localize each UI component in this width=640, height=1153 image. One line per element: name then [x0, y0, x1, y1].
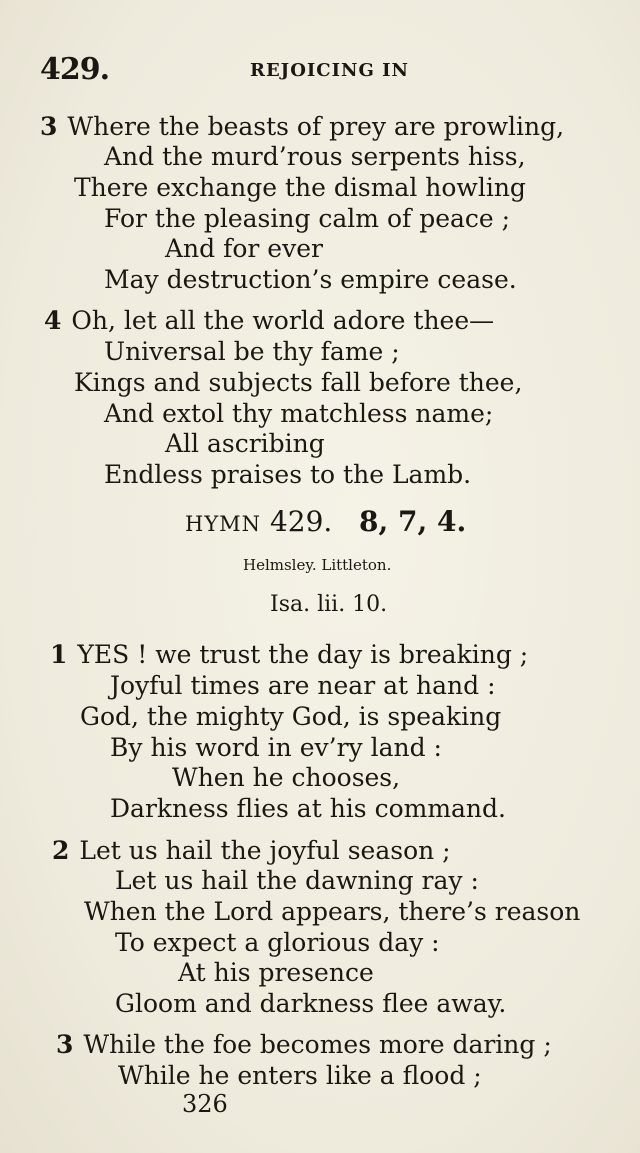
verse-line: Joyful times are near at hand : [110, 671, 496, 700]
verse-line: For the pleasing calm of peace ; [104, 204, 511, 233]
verse-line: When he chooses, [172, 763, 401, 792]
verse-number: 3 [40, 112, 58, 141]
verse-line: God, the mighty God, is speaking [80, 702, 502, 731]
verse-line: 3 While the foe becomes more daring ; [56, 1030, 552, 1059]
hymn-title [185, 505, 466, 538]
hymn-number: 429. [269, 505, 333, 538]
verse-line: At his presence [178, 958, 374, 987]
verse-number: 4 [44, 306, 62, 335]
verse-number: 1 [50, 640, 68, 669]
verse-line: When the Lord appears, there’s reason [84, 897, 581, 926]
page-header [40, 52, 600, 92]
verse-line: While he enters like a flood ; [118, 1061, 482, 1090]
verse-line: To expect a glorious day : [115, 928, 440, 957]
verse-line: 2 Let us hail the joyful season ; [52, 836, 451, 865]
verse-line: By his word in ev’ry land : [110, 733, 442, 762]
verse-line: 1 YES ! we trust the day is breaking ; [50, 640, 529, 669]
verse-line: Kings and subjects fall before thee, [74, 368, 523, 397]
verse-line: And the murd’rous serpents hiss, [104, 142, 526, 171]
verse-number: 3 [56, 1030, 74, 1059]
verse-line: Let us hail the dawning ray : [115, 866, 479, 895]
verse-line: Endless praises to the Lamb. [104, 460, 472, 489]
verse-line: 4 Oh, let all the world adore thee— [44, 306, 495, 335]
running-head: REJOICING IN [250, 60, 410, 81]
verse-line: Gloom and darkness flee away. [115, 989, 507, 1018]
verse-line: And extol thy matchless name; [104, 399, 494, 428]
verse-line: There exchange the dismal howling [74, 173, 526, 202]
verse-number: 2 [52, 836, 70, 865]
verse-line: Darkness flies at his command. [110, 794, 506, 823]
hymn-meter: 8, 7, 4. [359, 505, 467, 538]
page-number: 429. [40, 52, 110, 87]
footer-page-number: 326 [182, 1090, 228, 1118]
verse-line: And for ever [165, 234, 323, 263]
verse-line: May destruction’s empire cease. [104, 265, 517, 294]
hymn-label: HYMN [185, 512, 262, 536]
hymn-tunes: Helmsley. Littleton. [243, 556, 392, 574]
hymn-scripture: Isa. lii. 10. [270, 592, 388, 617]
verse-line: All ascribing [165, 429, 325, 458]
verse-line: Universal be thy fame ; [104, 337, 400, 366]
verse-line: 3 Where the beasts of prey are prowling, [40, 112, 565, 141]
